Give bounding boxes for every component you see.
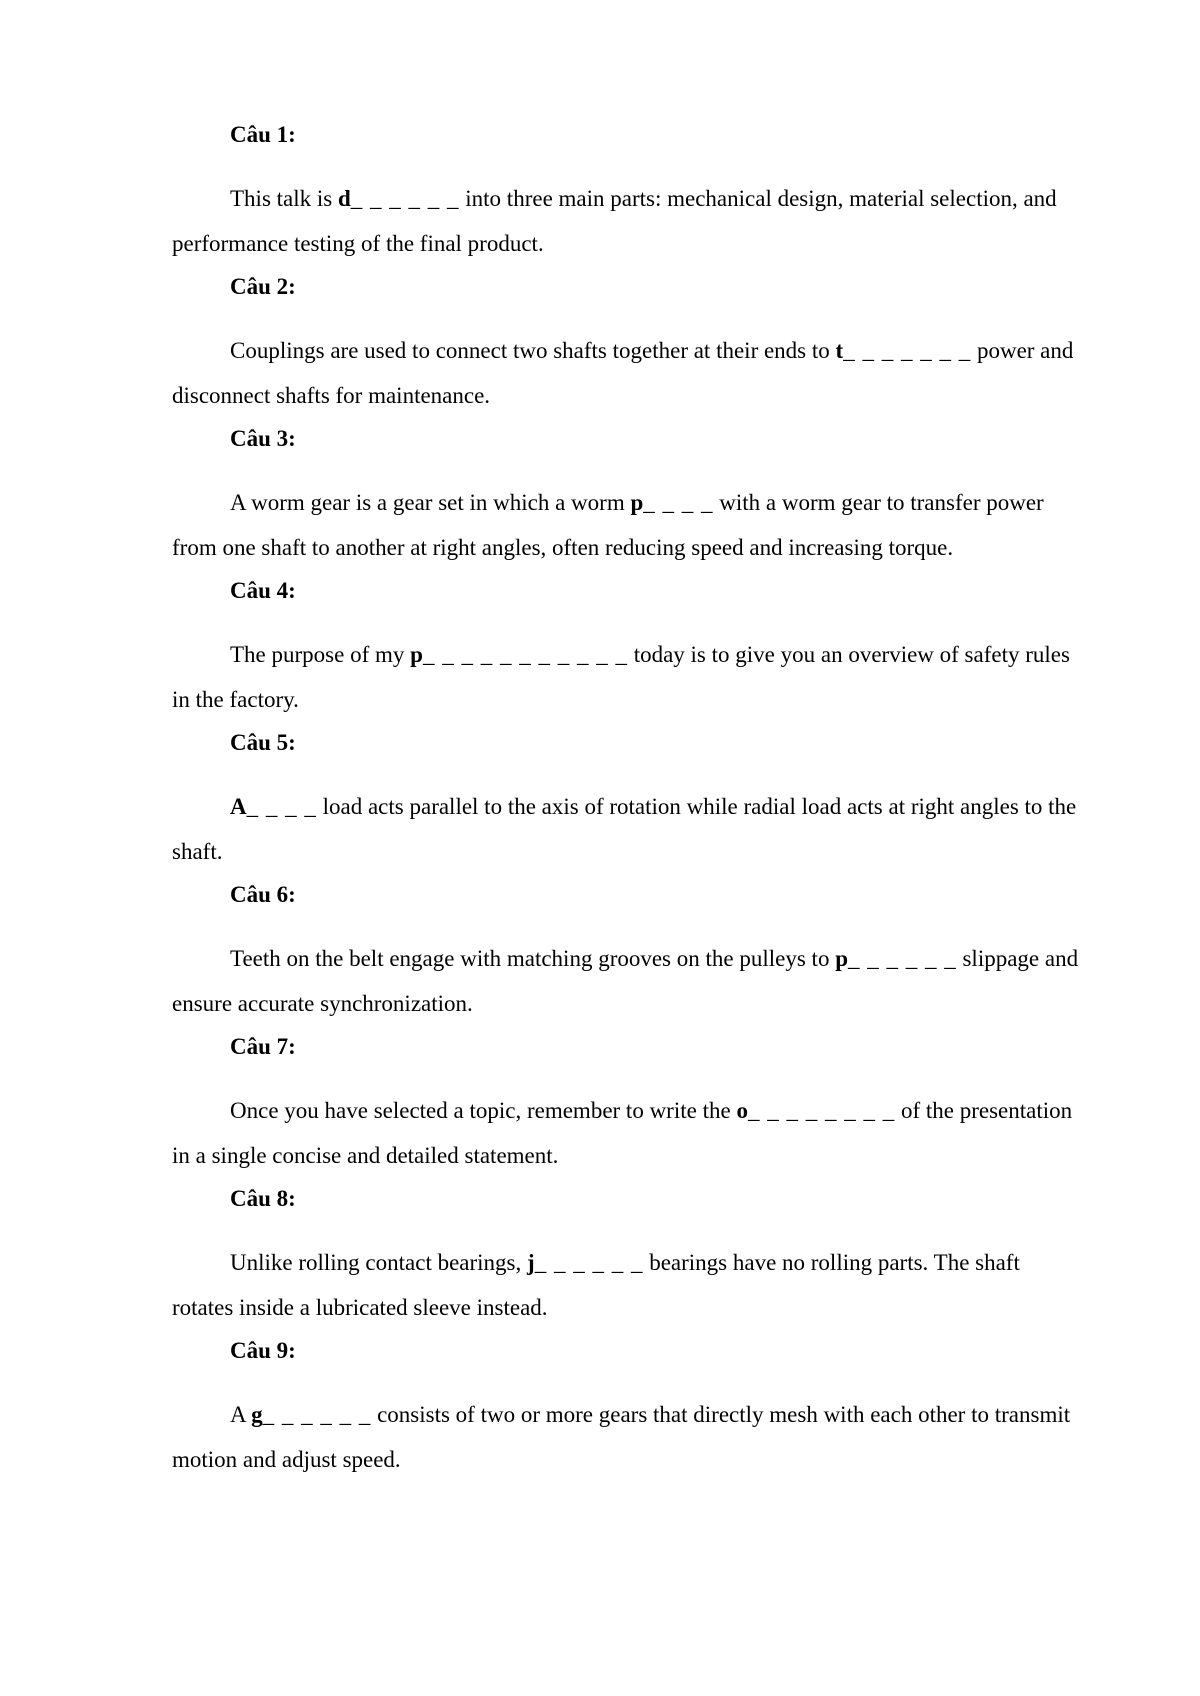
text-before: Teeth on the belt engage with matching grooves on the pulleys to bbox=[230, 946, 836, 971]
hint-letter: p bbox=[410, 642, 423, 667]
question-text bbox=[172, 1392, 1084, 1482]
text-after: into three main parts: mechanical design, material selection, and performance testing of the final product. bbox=[172, 186, 1057, 256]
hint-letter: o bbox=[736, 1098, 748, 1123]
question-label: Câu 7: bbox=[230, 1034, 296, 1059]
question-label: Câu 4: bbox=[230, 578, 296, 603]
text-before: This talk is bbox=[230, 186, 338, 211]
text-before: Unlike rolling contact bearings, bbox=[230, 1250, 528, 1275]
answer-blank: _ _ _ _ _ _ _ _ bbox=[747, 1098, 896, 1123]
question-5 bbox=[172, 730, 1084, 874]
question-label: Câu 8: bbox=[230, 1186, 296, 1211]
question-text bbox=[172, 480, 1084, 570]
text-before: A bbox=[230, 1402, 252, 1427]
hint-letter: t bbox=[835, 338, 844, 363]
hint-letter: p bbox=[835, 946, 848, 971]
question-label: Câu 9: bbox=[230, 1338, 296, 1363]
question-text bbox=[172, 1088, 1084, 1178]
text-after: load acts parallel to the axis of rotation while radial load acts at right angles to the shaft. bbox=[172, 794, 1077, 864]
question-text bbox=[172, 784, 1084, 874]
answer-blank: _ _ _ _ _ _ bbox=[847, 946, 957, 971]
answer-blank: _ _ _ _ bbox=[246, 794, 317, 819]
text-before: Once you have selected a topic, remember to write the bbox=[230, 1098, 737, 1123]
question-text bbox=[172, 1240, 1084, 1330]
text-after: consists of two or more gears that directly mesh with each other to transmit motion and adjust speed. bbox=[172, 1402, 1071, 1472]
answer-blank: _ _ _ _ _ _ bbox=[350, 186, 460, 211]
hint-letter: p bbox=[630, 490, 644, 515]
answer-blank: _ _ _ _ bbox=[643, 490, 714, 515]
question-2 bbox=[172, 274, 1084, 418]
hint-letter: g bbox=[251, 1402, 263, 1427]
question-text bbox=[172, 936, 1084, 1026]
worksheet-page bbox=[172, 122, 1084, 1490]
hint-letter: j bbox=[527, 1250, 535, 1275]
text-before: Couplings are used to connect two shafts together at their ends to bbox=[230, 338, 836, 363]
text-after: power and disconnect shafts for maintenance. bbox=[172, 338, 1074, 408]
text-after: of the presentation in a single concise and detailed statement. bbox=[172, 1098, 1073, 1168]
text-after: slippage and ensure accurate synchronization. bbox=[172, 946, 1079, 1016]
question-label: Câu 6: bbox=[230, 882, 296, 907]
hint-letter: A bbox=[230, 794, 247, 819]
answer-blank: _ _ _ _ _ _ bbox=[534, 1250, 644, 1275]
text-after: with a worm gear to transfer power from one shaft to another at right angles, often reducing speed and increasing torque. bbox=[172, 490, 1044, 560]
question-6 bbox=[172, 882, 1084, 1026]
question-8 bbox=[172, 1186, 1084, 1330]
question-1 bbox=[172, 122, 1084, 266]
question-label: Câu 2: bbox=[230, 274, 296, 299]
text-before: The purpose of my bbox=[230, 642, 411, 667]
question-label: Câu 3: bbox=[230, 426, 296, 451]
question-text bbox=[172, 176, 1084, 266]
text-after: today is to give you an overview of safety rules in the factory. bbox=[172, 642, 1070, 712]
question-3 bbox=[172, 426, 1084, 570]
question-7 bbox=[172, 1034, 1084, 1178]
question-4 bbox=[172, 578, 1084, 722]
hint-letter: d bbox=[337, 186, 351, 211]
text-before: A worm gear is a gear set in which a worm bbox=[230, 490, 631, 515]
question-9 bbox=[172, 1338, 1084, 1482]
answer-blank: _ _ _ _ _ _ _ bbox=[843, 338, 972, 363]
question-label: Câu 5: bbox=[230, 730, 296, 755]
text-after: bearings have no rolling parts. The shaft rotates inside a lubricated sleeve instead. bbox=[172, 1250, 1020, 1320]
question-text bbox=[172, 632, 1084, 722]
answer-blank: _ _ _ _ _ _ bbox=[262, 1402, 372, 1427]
question-label: Câu 1: bbox=[230, 122, 296, 147]
answer-blank: _ _ _ _ _ _ _ _ _ _ _ bbox=[422, 642, 628, 667]
question-text bbox=[172, 328, 1084, 418]
